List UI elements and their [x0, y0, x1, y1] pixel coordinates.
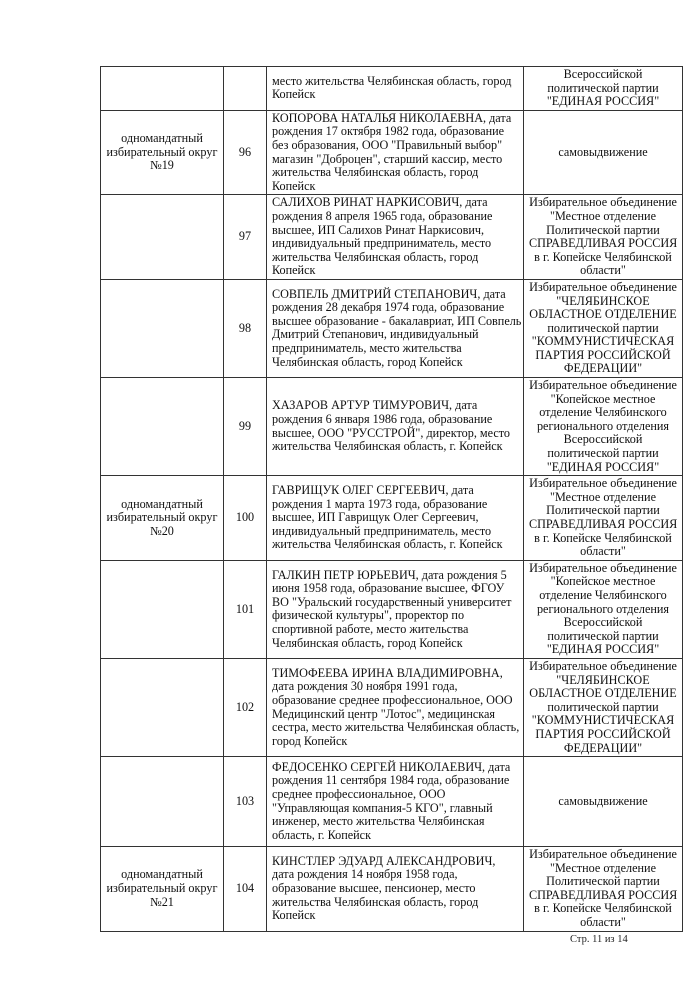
candidate-info-cell-line: высшее образование - бакалавриат, ИП Совпель [272, 313, 522, 328]
candidate-number-cell: 103 [224, 757, 267, 847]
candidate-info-cell-line: спортивной работе, место жительства [272, 621, 469, 636]
candidate-number-cell: 101 [224, 560, 267, 658]
okrug-cell [101, 847, 224, 932]
nominated-by-cell-line: "КОММУНИСТИЧЕСКАЯ [531, 713, 675, 728]
nominated-by-cell [524, 476, 683, 561]
candidate-info-cell-line: инженер, место жительства Челябинская [272, 814, 485, 829]
nominated-by-cell-line: "ЧЕЛЯБИНСКОЕ [556, 672, 650, 687]
candidate-info-cell-line: КОПОРОВА НАТАЛЬЯ НИКОЛАЕВНА, дата [272, 110, 512, 125]
okrug-cell [101, 757, 224, 847]
candidate-number-cell: 99 [224, 378, 267, 476]
nominated-by-cell-line: "ЕДИНАЯ РОССИЯ" [546, 94, 660, 109]
candidate-number-cell: 104 [224, 847, 267, 932]
nominated-by-cell-line: регионального отделения [536, 601, 670, 616]
nominated-by-cell-line: политической партии [547, 628, 659, 643]
candidate-info-cell-line: место жительства Челябинская область, город [272, 73, 512, 88]
candidate-number-cell: 102 [224, 658, 267, 756]
okrug-cell-line: одномандатный [121, 867, 203, 882]
candidate-info-cell-line: предприниматель, место жительства [272, 341, 462, 356]
nominated-by-cell [524, 195, 683, 280]
okrug-cell-line: №19 [150, 158, 174, 173]
table-row [101, 110, 683, 195]
nominated-by-cell-line: "ЕДИНАЯ РОССИЯ" [546, 642, 660, 657]
candidate-info-cell-line: высшее, ИП Салихов Ринат Наркисович, [272, 222, 485, 237]
nominated-by-cell-line: "Местное отделение [550, 860, 656, 875]
nominated-by-cell-line: Избирательное объединение [529, 378, 677, 393]
okrug-cell [101, 378, 224, 476]
candidate-info-cell-line: ГАЛКИН ПЕТР ЮРЬЕВИЧ, дата рождения 5 [272, 567, 507, 582]
candidate-info-cell [267, 195, 524, 280]
table-row [101, 279, 683, 377]
nominated-by-cell-line: ПАРТИЯ РОССИЙСКОЙ [535, 726, 671, 741]
nominated-by-cell-line: политической партии [547, 699, 659, 714]
nominated-by-cell-line: политической партии [547, 446, 659, 461]
candidate-info-cell-line: без образования, ООО "Правильный выбор" [272, 137, 503, 152]
candidate-info-cell-line: индивидуальный предприниматель, место [272, 236, 492, 251]
candidate-number-cell: 100 [224, 476, 267, 561]
candidate-info-cell-line: образование среднее профессиональное, ООО [272, 692, 513, 707]
nominated-by-cell-line: СПРАВЕДЛИВАЯ РОССИЯ [529, 887, 678, 902]
table-row [101, 847, 683, 932]
candidate-number-cell: 96 [224, 110, 267, 195]
candidate-info-cell-line: ФЕДОСЕНКО СЕРГЕЙ НИКОЛАЕВИЧ, дата [272, 759, 511, 774]
candidate-info-cell [267, 658, 524, 756]
nominated-by-cell-line: регионального отделения [536, 418, 670, 433]
nominated-by-cell-line: "Местное отделение [550, 208, 656, 223]
candidate-info-cell-line: рождения 11 сентября 1984 года, образование [272, 773, 510, 788]
nominated-by-cell-line: области" [580, 544, 626, 559]
candidates-table [100, 66, 683, 932]
okrug-cell-line: №20 [150, 523, 174, 538]
candidate-info-cell-line: физической культуры", проректор по [272, 608, 465, 623]
table-row [101, 378, 683, 476]
nominated-by-cell [524, 560, 683, 658]
candidate-number-cell: 97 [224, 195, 267, 280]
okrug-cell [101, 560, 224, 658]
okrug-cell [101, 658, 224, 756]
candidate-info-cell-line: область, г. Копейск [272, 827, 371, 842]
okrug-cell-line: избирательный округ [106, 881, 218, 896]
nominated-by-cell-line: Всероссийской [563, 432, 643, 447]
candidate-info-cell-line: высшее, ИП Гаврищук Олег Сергеевич, [272, 510, 479, 525]
candidate-info-cell [267, 476, 524, 561]
nominated-by-cell [524, 279, 683, 377]
candidate-info-cell-line: среднее профессиональное, ООО [272, 787, 446, 801]
candidate-info-cell-line: магазин "Доброцен", старший кассир, место [272, 151, 503, 166]
nominated-by-cell-line: политической партии [547, 320, 659, 335]
table-row [101, 658, 683, 756]
candidate-info-cell-line: ВО "Уральский государственный университет [272, 594, 512, 609]
nominated-by-cell-line: "Местное отделение [550, 489, 656, 504]
candidate-info-cell-line: ТИМОФЕЕВА ИРИНА ВЛАДИМИРОВНА, [272, 665, 503, 680]
candidate-info-cell-line: Челябинская область, город Копейск [272, 354, 463, 369]
nominated-by-cell-line: области" [580, 263, 626, 278]
candidate-info-cell [267, 378, 524, 476]
candidate-info-cell-line: Челябинская область, город Копейск [272, 635, 463, 650]
okrug-cell [101, 110, 224, 195]
table-row [101, 67, 683, 111]
nominated-by-cell-line: Всероссийской [563, 615, 643, 630]
nominated-by-cell-line: ОБЛАСТНОЕ ОТДЕЛЕНИЕ [529, 307, 677, 322]
nominated-by-cell [524, 378, 683, 476]
candidate-info-cell-line: образование высшее, пенсионер, место [272, 881, 476, 896]
nominated-by-cell-line: СПРАВЕДЛИВАЯ РОССИЯ [529, 517, 678, 531]
candidate-number-cell [224, 67, 267, 111]
candidates-table-body [101, 67, 683, 932]
candidate-info-cell-line: дата рождения 14 ноября 1958 года, [272, 867, 458, 882]
okrug-cell-line: одномандатный [121, 496, 203, 511]
nominated-by-cell-line: "Копейское местное [550, 391, 656, 406]
candidate-info-cell-line: рождения 28 декабря 1974 года, образование [272, 300, 505, 315]
candidate-info-cell-line: ГАВРИЩУК ОЛЕГ СЕРГЕЕВИЧ, дата [272, 483, 474, 498]
nominated-by-cell-line: самовыдвижение [558, 793, 648, 808]
nominated-by-cell-line: Политической партии [546, 874, 660, 889]
candidate-info-cell-line: жительства Челябинская область, город [272, 894, 479, 909]
candidate-info-cell-line: рождения 17 октября 1982 года, образование [272, 124, 505, 139]
candidate-info-cell-line: Дмитрий Степанович, индивидуальный [272, 327, 479, 342]
candidate-info-cell-line: жительства Челябинская область, город [272, 249, 479, 264]
okrug-cell-line: №21 [150, 894, 174, 909]
candidate-info-cell [267, 110, 524, 195]
okrug-cell-line: избирательный округ [106, 510, 218, 525]
candidate-info-cell-line: июня 1958 года, образование высшее, ФГОУ [272, 581, 505, 596]
candidate-info-cell-line: Медицинский центр "Лотос", медицинская [272, 706, 496, 721]
nominated-by-cell-line: ОБЛАСТНОЕ ОТДЕЛЕНИЕ [529, 686, 677, 701]
nominated-by-cell-line: "Копейское местное [550, 574, 656, 589]
candidate-info-cell-line: рождения 1 марта 1973 года, образование [272, 496, 488, 511]
nominated-by-cell-line: Избирательное объединение [529, 847, 677, 862]
nominated-by-cell [524, 847, 683, 932]
nominated-by-cell-line: Избирательное объединение [529, 195, 677, 210]
candidate-number-cell: 98 [224, 279, 267, 377]
nominated-by-cell-line: Политической партии [546, 503, 660, 518]
candidate-info-cell-line: Копейск [272, 178, 316, 193]
candidate-info-cell-line: ХАЗАРОВ АРТУР ТИМУРОВИЧ, дата [272, 398, 478, 413]
nominated-by-cell-line: Избирательное объединение [529, 476, 677, 491]
table-row [101, 757, 683, 847]
nominated-by-cell-line: самовыдвижение [558, 144, 648, 159]
okrug-cell [101, 279, 224, 377]
candidate-info-cell-line: Копейск [272, 908, 316, 923]
nominated-by-cell-line: ФЕДЕРАЦИИ" [563, 361, 643, 376]
candidate-info-cell [267, 560, 524, 658]
candidate-info-cell-line: дата рождения 30 ноября 1991 года, [272, 679, 458, 694]
nominated-by-cell-line: СПРАВЕДЛИВАЯ РОССИЯ [529, 236, 678, 251]
nominated-by-cell-line: Избирательное объединение [529, 658, 677, 673]
okrug-cell-line: избирательный округ [106, 144, 218, 159]
candidate-info-cell-line: индивидуальный предприниматель, место [272, 523, 492, 538]
candidate-info-cell-line: Копейск [272, 87, 316, 102]
okrug-cell-line: одномандатный [121, 131, 203, 146]
nominated-by-cell-line: отделение Челябинского [539, 587, 667, 602]
nominated-by-cell-line: Всероссийской [563, 67, 643, 81]
candidate-info-cell-line: высшее, ООО "РУССТРОЙ", директор, место [272, 425, 511, 440]
okrug-cell [101, 476, 224, 561]
candidate-info-cell-line: жительства Челябинская область, город [272, 165, 479, 180]
nominated-by-cell-line: в г. Копейске Челябинской [534, 901, 672, 916]
nominated-by-cell-line: Политической партии [546, 222, 660, 237]
nominated-by-cell [524, 757, 683, 847]
nominated-by-cell [524, 658, 683, 756]
okrug-cell [101, 195, 224, 280]
nominated-by-cell-line: в г. Копейске Челябинской [534, 249, 672, 264]
nominated-by-cell-line: в г. Копейске Челябинской [534, 530, 672, 545]
candidate-info-cell [267, 847, 524, 932]
candidate-info-cell-line: КИНСТЛЕР ЭДУАРД АЛЕКСАНДРОВИЧ, [272, 853, 496, 868]
nominated-by-cell-line: "ЕДИНАЯ РОССИЯ" [546, 459, 660, 474]
nominated-by-cell-line: "ЧЕЛЯБИНСКОЕ [556, 293, 650, 308]
nominated-by-cell-line: ФЕДЕРАЦИИ" [563, 740, 643, 755]
candidate-info-cell-line: город Копейск [272, 733, 348, 748]
candidate-info-cell-line: рождения 6 января 1986 года, образование [272, 412, 493, 427]
nominated-by-cell-line: области" [580, 915, 626, 930]
nominated-by-cell-line: Избирательное объединение [529, 279, 677, 294]
nominated-by-cell-line: Избирательное объединение [529, 560, 677, 575]
nominated-by-cell [524, 67, 683, 111]
table-row [101, 476, 683, 561]
candidate-info-cell [267, 757, 524, 847]
okrug-cell [101, 67, 224, 111]
candidate-info-cell-line: "Управляющая компания-5 КГО", главный [272, 800, 493, 815]
candidate-info-cell-line: жительства Челябинская область, г. Копейск [272, 537, 503, 552]
candidate-info-cell-line: САЛИХОВ РИНАТ НАРКИСОВИЧ, дата [272, 195, 488, 210]
nominated-by-cell [524, 110, 683, 195]
candidate-info-cell-line: рождения 8 апреля 1965 года, образование [272, 208, 493, 223]
nominated-by-cell-line: ПАРТИЯ РОССИЙСКОЙ [535, 347, 671, 362]
table-row [101, 560, 683, 658]
candidate-info-cell-line: СОВПЕЛЬ ДМИТРИЙ СТЕПАНОВИЧ, дата [272, 286, 506, 301]
nominated-by-cell-line: политической партии [547, 80, 659, 95]
candidate-info-cell-line: жительства Челябинская область, г. Копейск [272, 439, 503, 454]
page-number: Стр. 11 из 14 [570, 934, 628, 945]
nominated-by-cell-line: "КОММУНИСТИЧЕСКАЯ [531, 334, 675, 349]
candidate-info-cell-line: сестра, место жительства Челябинская область, [272, 720, 520, 735]
candidate-info-cell [267, 279, 524, 377]
nominated-by-cell-line: отделение Челябинского [539, 405, 667, 420]
candidate-info-cell [267, 67, 524, 111]
table-row [101, 195, 683, 280]
candidate-info-cell-line: Копейск [272, 263, 316, 278]
